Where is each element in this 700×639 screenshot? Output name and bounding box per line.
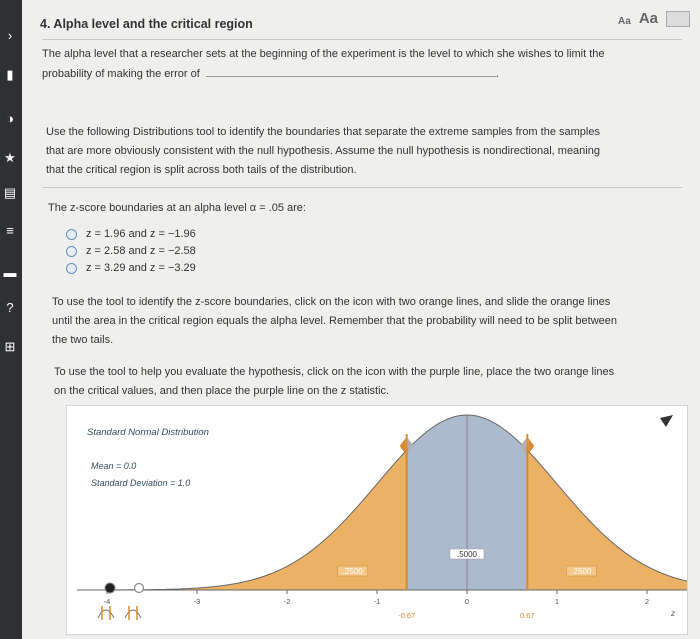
question-page	[22, 0, 700, 639]
orange-lines-tool-icon[interactable]	[98, 606, 114, 620]
option-2[interactable]	[66, 245, 196, 257]
axis-tick-label: -4	[103, 597, 111, 606]
axis-tick-label: -3	[193, 597, 201, 606]
increase-font-button[interactable]: Aa	[638, 10, 658, 27]
folder-icon[interactable]: ▬	[3, 264, 17, 280]
intro-line-1: The alpha level that a researcher sets at the beginning of the experiment is the level to which she wishes to limit the	[42, 48, 605, 60]
sd-label: Standard Deviation = 1.0	[91, 478, 191, 488]
tool-help-line-1: To use the tool to identify the z-score boundaries, click on the icon with two orange lines, and slide the orange lines	[52, 296, 611, 308]
axis-ticks	[104, 590, 687, 606]
distribution-chart[interactable]	[67, 406, 687, 634]
instructions-line-1: Use the following Distributions tool to identify the boundaries that separate the extreme samples from the samples	[46, 126, 600, 138]
error-type-dropdown[interactable]	[206, 64, 496, 77]
distributions-tool[interactable]	[66, 405, 688, 635]
decrease-font-button[interactable]: Aa	[618, 16, 631, 27]
notebook-icon[interactable]: ▤	[3, 185, 17, 200]
center-area-label: .5000	[456, 550, 478, 559]
tools-icon[interactable]: ≡	[6, 222, 14, 238]
intro-line-2: probability of making the error of	[42, 68, 200, 80]
left-line-drag-handle[interactable]	[400, 438, 406, 454]
divider	[42, 39, 682, 40]
option-label: z = 1.96 and z = −1.96	[86, 228, 196, 240]
nav-circle-icon[interactable]: ◑	[6, 110, 14, 126]
left-rail	[0, 0, 24, 639]
instructions-line-2: that are more obviously consistent with the null hypothesis. Assume the null hypothesis is nondirectional, meaning	[46, 145, 600, 157]
book-icon[interactable]: ⊞	[4, 339, 16, 354]
print-icon[interactable]	[666, 11, 690, 27]
right-boundary-label: 0.67	[519, 611, 535, 620]
axis-tick-label: -2	[283, 597, 291, 606]
instructions-paragraph	[46, 123, 696, 180]
bookmark-star-icon[interactable]: ★	[4, 150, 16, 165]
axis-tick-label: 1	[554, 597, 560, 606]
question-title: 4. Alpha level and the critical region	[40, 17, 253, 31]
left-area-label: .2500	[342, 567, 363, 576]
right-area-label: .2500	[571, 567, 592, 576]
option-1[interactable]	[66, 228, 196, 240]
instructions-line-3: that the critical region is split across both tails of the distribution.	[46, 164, 357, 176]
nav-marker-icon[interactable]: ▮	[6, 67, 14, 82]
radio-unselected-icon[interactable]	[135, 584, 144, 593]
tool-title: Standard Normal Distribution	[87, 427, 209, 438]
option-label: z = 3.29 and z = −3.29	[86, 262, 196, 274]
tool-help-line-3: the two tails.	[52, 334, 114, 346]
eval-help-paragraph	[54, 363, 694, 401]
axis-tick-label: -1	[373, 597, 381, 606]
radio-selected-icon[interactable]	[105, 583, 115, 593]
option-label: z = 2.58 and z = −2.58	[86, 245, 196, 257]
divider	[42, 187, 682, 188]
tool-help-paragraph	[52, 293, 692, 350]
left-boundary-label: -0.67	[398, 611, 416, 620]
axis-tick-label: 2	[644, 597, 650, 606]
eval-help-line-2: on the critical values, and then place the purple line on the z statistic.	[54, 385, 390, 397]
right-line-drag-handle[interactable]	[528, 438, 534, 454]
intro-paragraph	[42, 45, 692, 84]
radio-button[interactable]	[66, 263, 77, 274]
axis-tick-label: 0	[464, 597, 470, 606]
font-size-controls	[618, 10, 690, 27]
prompt-text: The z-score boundaries at an alpha level α = .05 are:	[48, 202, 306, 214]
purple-line-tool-icon[interactable]	[125, 606, 141, 620]
help-icon[interactable]: ?	[6, 299, 14, 315]
tool-help-line-2: until the area in the critical region equals the alpha level. Remember that the probability will need to be split between	[52, 315, 617, 327]
eval-help-line-1: To use the tool to help you evaluate the hypothesis, click on the icon with the purple line, place the two orange lines	[54, 366, 615, 378]
right-tail-area	[527, 450, 687, 590]
z-axis-label: z	[671, 609, 675, 618]
nav-arrow-icon[interactable]: ›	[7, 27, 13, 43]
radio-button[interactable]	[66, 229, 77, 240]
radio-button[interactable]	[66, 246, 77, 257]
cursor-icon	[660, 415, 673, 427]
mean-label: Mean = 0.0	[91, 461, 137, 471]
blank-end: .	[495, 68, 499, 80]
option-3[interactable]	[66, 262, 196, 274]
